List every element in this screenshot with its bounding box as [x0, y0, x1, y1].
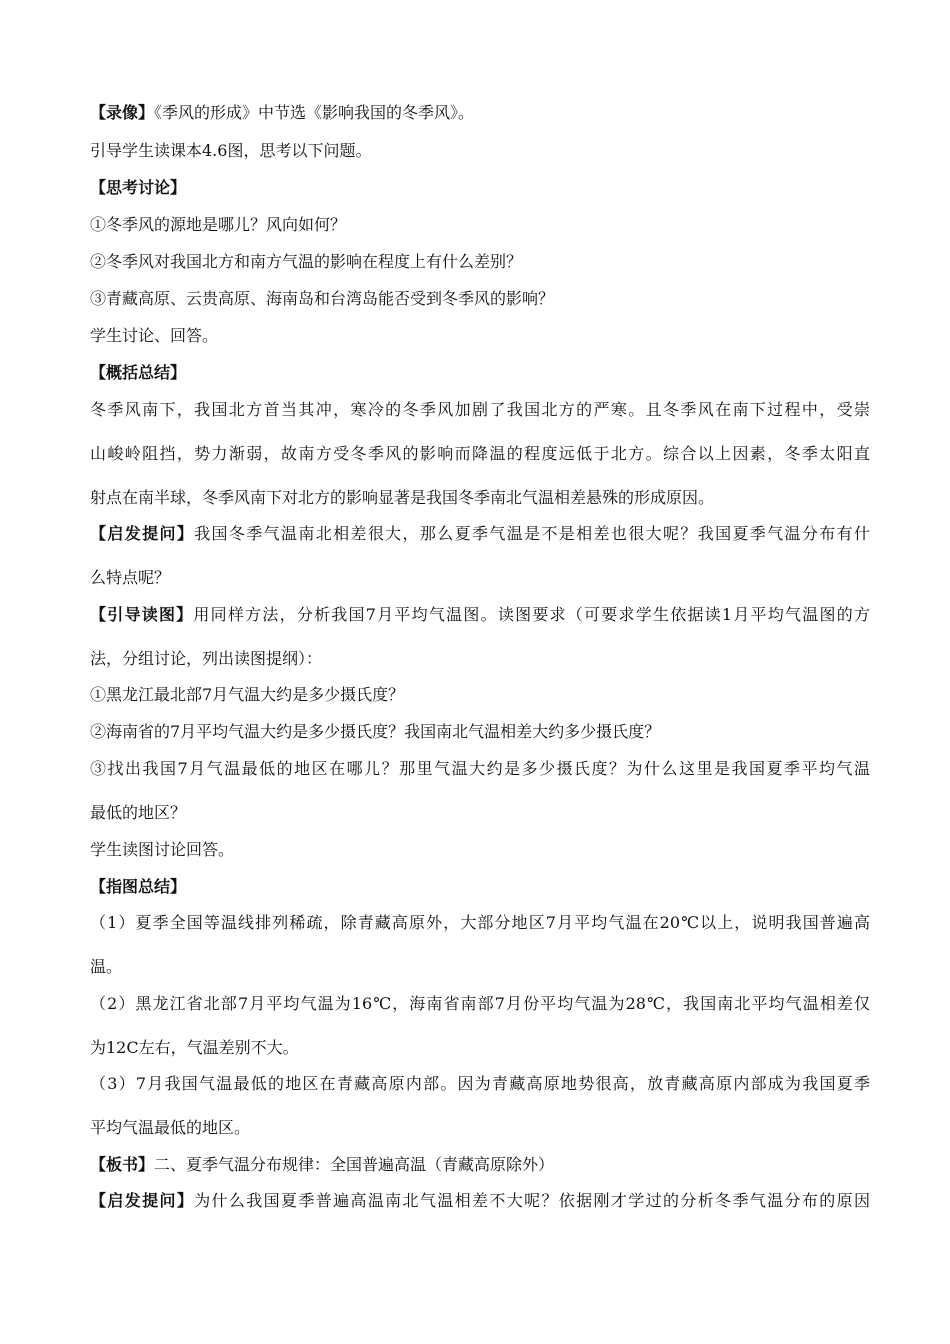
guide-line: 引导学生读课本4.6图，思考以下问题。 — [90, 141, 372, 160]
map-summary-2-line-1: （2）黑龙江省北部7月平均气温为16℃，海南省南部7月份平均气温为28℃，我国南北平均气温相差仅 — [90, 994, 870, 1013]
map-reading-tag: 【引导读图】 — [90, 605, 194, 624]
summary-line-1: 冬季风南下，我国北方首当其冲，寒冷的冬季风加剧了我国北方的严寒。且冬季风在南下过程中，受崇 — [90, 400, 870, 419]
inspire-question-line-2: 么特点呢？ — [90, 568, 171, 587]
question-3: ③青藏高原、云贵高原、海南岛和台湾岛能否受到冬季风的影响？ — [90, 289, 555, 308]
video-line — [90, 103, 870, 123]
map-summary-tag: 【指图总结】 — [90, 877, 187, 896]
video-tag: 【录像】 — [90, 103, 155, 122]
question-1: ①冬季风的源地是哪儿？风向如何？ — [90, 215, 347, 234]
reading-question-3-line-2: 最低的地区？ — [90, 803, 187, 822]
map-reading-text: 用同样方法，分析我国7月平均气温图。读图要求（可要求学生依据读1月平均气温图的方 — [193, 605, 870, 624]
reading-question-3-line-1: ③找出我国7月气温最低的地区在哪儿？那里气温大约是多少摄氏度？为什么这里是我国夏季平均气温 — [90, 759, 870, 778]
map-summary-1-line-1: （1）夏季全国等温线排列稀疏，除青藏高原外，大部分地区7月平均气温在20℃以上，说明我国普遍高 — [90, 913, 870, 932]
reading-question-1: ①黑龙江最北部7月气温大约是多少摄氏度？ — [90, 685, 405, 704]
final-question-text: 为什么我国夏季普遍高温南北气温相差不大呢？依据刚才学过的分析冬季气温分布的原因 — [194, 1191, 870, 1210]
final-question-tag: 【启发提问】 — [90, 1191, 195, 1210]
map-reading-line-1 — [90, 605, 870, 625]
inspire-question-line-1 — [90, 524, 870, 544]
map-summary-1-line-2: 温。 — [90, 957, 123, 976]
student-reading-line: 学生读图讨论回答。 — [90, 840, 235, 859]
blackboard-line — [90, 1155, 870, 1175]
map-summary-3-line-1: （3）7月我国气温最低的地区在青藏高原内部。因为青藏高原地势很高，放青藏高原内部成为我国夏季 — [90, 1074, 870, 1093]
map-reading-line-2: 法，分组讨论，列出读图提纲）： — [90, 649, 323, 668]
blackboard-tag: 【板书】 — [90, 1155, 155, 1174]
final-question-line — [90, 1191, 870, 1211]
summary-line-2: 山峻岭阻挡，势力渐弱，故南方受冬季风的影响而降温的程度远低于北方。综合以上因素，冬季太阳直 — [90, 444, 870, 463]
map-summary-2-line-2: 为12C左右，气温差别不大。 — [90, 1038, 299, 1057]
student-answer-line: 学生讨论、回答。 — [90, 326, 219, 345]
video-text: 《季风的形成》中节选《影响我国的冬季风》。 — [154, 103, 475, 122]
question-2: ②冬季风对我国北方和南方气温的影响在程度上有什么差别？ — [90, 252, 523, 271]
summary-line-3: 射点在南半球，冬季风南下对北方的影响显著是我国冬季南北气温相差悬殊的形成原因。 — [90, 488, 715, 507]
inspire-tag: 【启发提问】 — [90, 524, 195, 543]
summary-tag: 【概括总结】 — [90, 363, 187, 382]
inspire-text: 我国冬季气温南北相差很大，那么夏季气温是不是相差也很大呢？我国夏季气温分布有什 — [194, 524, 870, 543]
map-summary-3-line-2: 平均气温最低的地区。 — [90, 1118, 251, 1137]
blackboard-text: 二、夏季气温分布规律：全国普遍高温（青藏高原除外） — [154, 1155, 555, 1174]
discussion-tag: 【思考讨论】 — [90, 178, 187, 197]
reading-question-2: ②海南省的7月平均气温大约是多少摄氏度？我国南北气温相差大约多少摄氏度？ — [90, 722, 661, 741]
